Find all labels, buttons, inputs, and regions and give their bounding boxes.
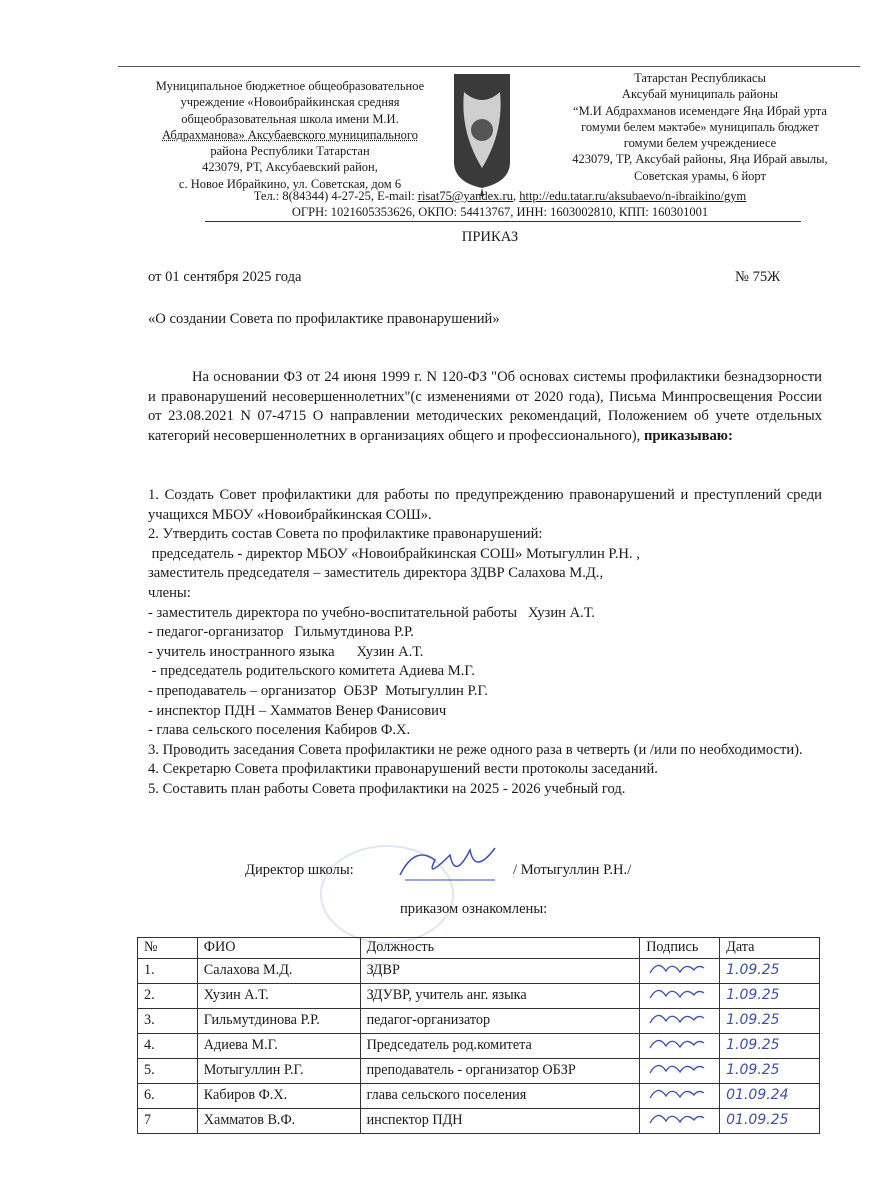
- row-signature: [640, 1008, 720, 1033]
- row-number: 3.: [138, 1008, 198, 1033]
- order-preamble: На основании ФЗ от 24 июня 1999 г. N 120-ФЗ "Об основах системы профилактики безнадзорности и правонарушений несовершеннолетних"(с изменениями от 2020 года), Письма Минпросвещения России от 23.08.2021 N 07-4715 О направлении методических рекомендаций, Положением об учете отдельных категорий несовершеннолетних в организациях общего и профессионального), приказываю:: [148, 369, 822, 444]
- table-row: [138, 1008, 820, 1033]
- signature-label: Директор школы:: [245, 862, 354, 878]
- row-name: Мотыгуллин Р.Г.: [197, 1058, 360, 1083]
- row-position: ЗДУВР, учитель анг. языка: [360, 983, 640, 1008]
- row-signature: [640, 1108, 720, 1133]
- row-date: 1.09.25: [720, 983, 820, 1008]
- acquainted-label: приказом ознакомлены:: [400, 901, 548, 917]
- row-number: 4.: [138, 1033, 198, 1058]
- row-date: 1.09.25: [720, 1033, 820, 1058]
- handwritten-signature: [646, 959, 706, 977]
- handwritten-signature: [646, 1084, 706, 1102]
- row-date: 01.09.24: [720, 1083, 820, 1108]
- row-name: Гильмутдинова Р.Р.: [197, 1008, 360, 1033]
- header-left-block: Муниципальное бюджетное общеобразовательное учреждение «Новоибрайкинская средняя общеобразовательная школа имени М.И. Абдрахманова» Аксубаевского муниципального района Республики Татарстан 423079, РТ, Аксубаевский район, с. Новое Ибрайкино, ул. Советская, дом 6: [155, 79, 425, 191]
- handwritten-signature: [646, 1034, 706, 1052]
- table-row: [138, 1108, 820, 1133]
- row-number: 7: [138, 1108, 198, 1133]
- order-number: № 75Ж: [735, 269, 781, 285]
- row-name: Хузин А.Т.: [197, 983, 360, 1008]
- table-row: [138, 1058, 820, 1083]
- order-item-3: 3. Проводить заседания Совета профилактики не реже одного раза в четверть (и /или по необходимости).: [148, 741, 803, 758]
- row-name: Кабиров Ф.Х.: [197, 1083, 360, 1108]
- row-signature: [640, 1083, 720, 1108]
- row-signature: [640, 1058, 720, 1083]
- row-date: 1.09.25: [720, 1008, 820, 1033]
- table-header-row: № ФИО Должность Подпись Дата: [138, 938, 820, 959]
- row-number: 2.: [138, 983, 198, 1008]
- acquaintance-table: [137, 937, 820, 1134]
- row-date: 01.09.25: [720, 1108, 820, 1133]
- row-position: преподаватель - организатор ОБЗР: [360, 1058, 640, 1083]
- row-position: глава сельского поселения: [360, 1083, 640, 1108]
- coat-of-arms-logo: [452, 72, 512, 196]
- row-position: Председатель род.комитета: [360, 1033, 640, 1058]
- row-signature: [640, 1033, 720, 1058]
- order-items: 1. Создать Совет профилактики для работы по предупреждению правонарушений и преступлений среди учащихся МБОУ «Новоибрайкинская СОШ». 2. Утвердить состав Совета по профилактике правонарушений: председатель - директор МБОУ «Новоибрайкинская СОШ» Мотыгуллин Р.Н. , заместитель председателя – заместитель директора ЗДВР Салахова М.Д., члены: - заместитель директора по учебно-воспитательной работы Хузин А.Т. - педагог-организатор Гильмутдинова Р.Р. - учитель иностранного языка Хузин А.Т. - председатель родительского комитета Адиева М.Г. - преподаватель – организатор ОБЗР Мотыгуллин Р.Г. - инспектор ПДН – Хамматов Венер Фанисович - глава сельского поселения Кабиров Ф.Х. 3. Проводить заседания Совета профилактики не реже одного раза в четверть (и /или по необходимости). 4. Секретарю Совета профилактики правонарушений вести протоколы заседаний. 5. Составить план работы Совета профилактики на 2025 - 2026 учебный год.: [148, 486, 822, 800]
- director-signature: [395, 840, 505, 890]
- order-subject: «О создании Совета по профилактике правонарушений»: [148, 311, 500, 327]
- row-position: ЗДВР: [360, 958, 640, 983]
- row-signature: [640, 983, 720, 1008]
- row-date: 1.09.25: [720, 1058, 820, 1083]
- header-contacts: Тел.: 8(84344) 4-27-25, E-mail: risat75@yandex.ru, http://edu.tatar.ru/aksubaevo/n-ibraikino/gym ОГРН: 1021605353626, ОКПО: 54413767, ИНН: 1603002810, КПП: 160301001: [253, 189, 747, 220]
- row-number: 1.: [138, 958, 198, 983]
- handwritten-signature: [646, 984, 706, 1002]
- row-name: Хамматов В.Ф.: [197, 1108, 360, 1133]
- table-row: [138, 1033, 820, 1058]
- header-bottom-rule: [205, 221, 801, 222]
- order-date: от 01 сентября 2025 года: [148, 269, 302, 285]
- signature-name: / Мотыгуллин Р.Н./: [513, 862, 632, 878]
- row-number: 5.: [138, 1058, 198, 1083]
- row-number: 6.: [138, 1083, 198, 1108]
- row-name: Салахова М.Д.: [197, 958, 360, 983]
- handwritten-signature: [646, 1009, 706, 1027]
- handwritten-signature: [646, 1059, 706, 1077]
- row-position: инспектор ПДН: [360, 1108, 640, 1133]
- row-date: 1.09.25: [720, 958, 820, 983]
- email-link[interactable]: risat75@yandex.ru: [417, 189, 513, 203]
- order-item-4: 4. Секретарю Совета профилактики правонарушений вести протоколы заседаний.: [148, 761, 658, 778]
- header-top-rule: [118, 66, 860, 67]
- website-link[interactable]: http://edu.tatar.ru/aksubaevo/n-ibraikino/gym: [519, 189, 747, 203]
- handwritten-signature: [646, 1109, 706, 1127]
- table-row: [138, 983, 820, 1008]
- order-title: ПРИКАЗ: [461, 229, 519, 245]
- header-right-block: Татарстан Республикасы Аксубай муниципаль районы “М.И Абдрахманов исемендәге Яңа Ибрай урта гомуми белем мәктәбе» муниципаль бюджет гомуми белем учреждениесе 423079, ТР, Аксубай районы, Яңа Ибрай авылы, Советская урамы, 6 йорт: [572, 71, 828, 183]
- row-signature: [640, 958, 720, 983]
- row-name: Адиева М.Г.: [197, 1033, 360, 1058]
- row-position: педагог-организатор: [360, 1008, 640, 1033]
- order-item-5: 5. Составить план работы Совета профилактики на 2025 - 2026 учебный год.: [148, 780, 626, 797]
- table-row: [138, 958, 820, 983]
- table-row: [138, 1083, 820, 1108]
- order-item-1: 1. Создать Совет профилактики для работы по предупреждению правонарушений и преступлений среди учащихся МБОУ «Новоибрайкинская СОШ».: [148, 487, 822, 523]
